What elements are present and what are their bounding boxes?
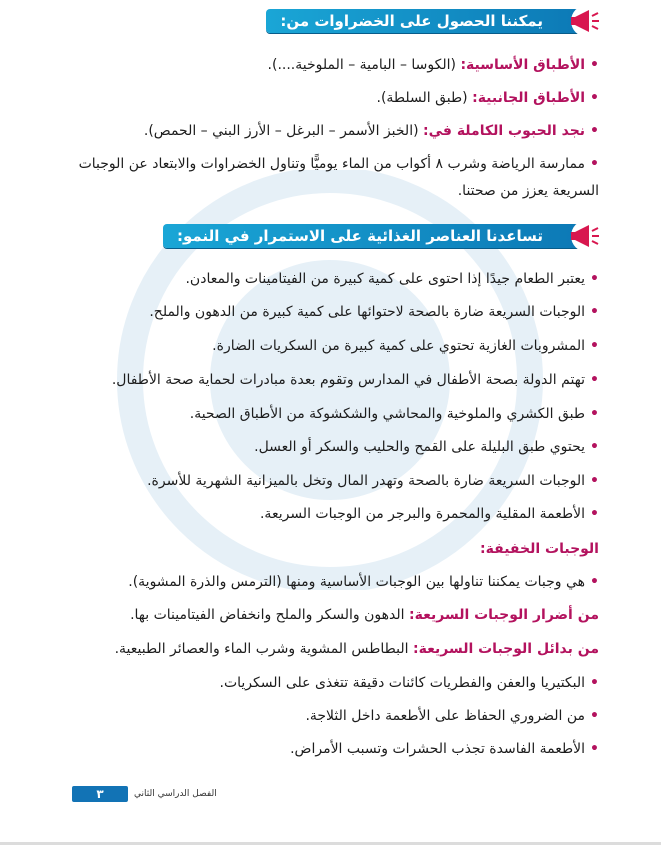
s1-item-1: •الأطباق الأساسية: (الكوسا – البامية – الملوخية....). xyxy=(267,57,599,73)
light-meals-item: •هي وجبات يمكننا تناولها بين الوجبات الأساسية ومنها (الترمس والذرة المشوية). xyxy=(128,574,599,590)
harms-line: من أضرار الوجبات السريعة: الدهون والسكر والملح وانخفاض الفيتامينات بها. xyxy=(130,607,599,623)
s1-item-3: •نجد الحبوب الكاملة في: (الخبز الأسمر – البرغل – الأرز البني – الحمص). xyxy=(143,123,599,139)
final-item-1: •البكتيريا والعفن والفطريات كائنات دقيقة تتغذى على السكريات. xyxy=(219,675,599,691)
s2-item-1: •يعتبر الطعام جيدًا إذا احتوى على كمية كبيرة من الفيتامينات والمعادن. xyxy=(185,271,599,287)
section1-title-bar xyxy=(266,9,591,33)
section2-title: تساعدنا العناصر الغذائية على الاستمرار في النمو: xyxy=(176,227,543,245)
final-item-3: •الأطعمة الفاسدة تجذب الحشرات وتسبب الأمراض. xyxy=(290,741,599,757)
s1-item-2: •الأطباق الجانبية: (طبق السلطة). xyxy=(376,90,599,106)
page-footer xyxy=(72,785,217,803)
section2-title-bar xyxy=(163,224,591,248)
alternatives-line: من بدائل الوجبات السريعة: البطاطس المشوية وشرب الماء والعصائر الطبيعية. xyxy=(114,641,599,657)
s1-paragraph: •ممارسة الرياضة وشرب ٨ أكواب من الماء يوميًّا وتناول الخضراوات والابتعاد عن الوجبات السريعة يعزز من صحتنا. xyxy=(78,156,599,199)
bottom-divider xyxy=(0,842,661,845)
section1-title: يمكننا الحصول على الخضراوات من: xyxy=(280,12,543,30)
s2-item-3: •المشروبات الغازية تحتوي على كمية كبيرة من السكريات الضارة. xyxy=(212,338,599,354)
s2-item-7: •الوجبات السريعة ضارة بالصحة وتهدر المال وتخل بالميزانية الشهرية للأسرة. xyxy=(147,473,599,489)
s2-item-4: •تهتم الدولة بصحة الأطفال في المدارس وتقوم بعدة مبادرات لحماية صحة الأطفال. xyxy=(111,372,599,388)
light-meals-heading: الوجبات الخفيفة: xyxy=(480,541,599,557)
s2-item-2: •الوجبات السريعة ضارة بالصحة لاحتوائها على كمية كبيرة من الدهون والملح. xyxy=(149,304,599,320)
s2-item-5: •طبق الكشري والملوخية والمحاشي والشكشوكة من الأطباق الصحية. xyxy=(189,406,599,422)
s2-item-6: •يحتوي طبق البليلة على القمح والحليب والسكر أو العسل. xyxy=(254,439,599,455)
page-number: ٣ xyxy=(72,786,128,802)
final-item-2: •من الضروري الحفاظ على الأطعمة داخل الثلاجة. xyxy=(305,708,599,724)
megaphone-icon xyxy=(565,218,605,254)
term-label: الفصل الدراسي الثاني xyxy=(134,789,217,799)
megaphone-icon xyxy=(565,3,605,39)
s2-item-8: •الأطعمة المقلية والمحمرة والبرجر من الوجبات السريعة. xyxy=(259,506,599,522)
